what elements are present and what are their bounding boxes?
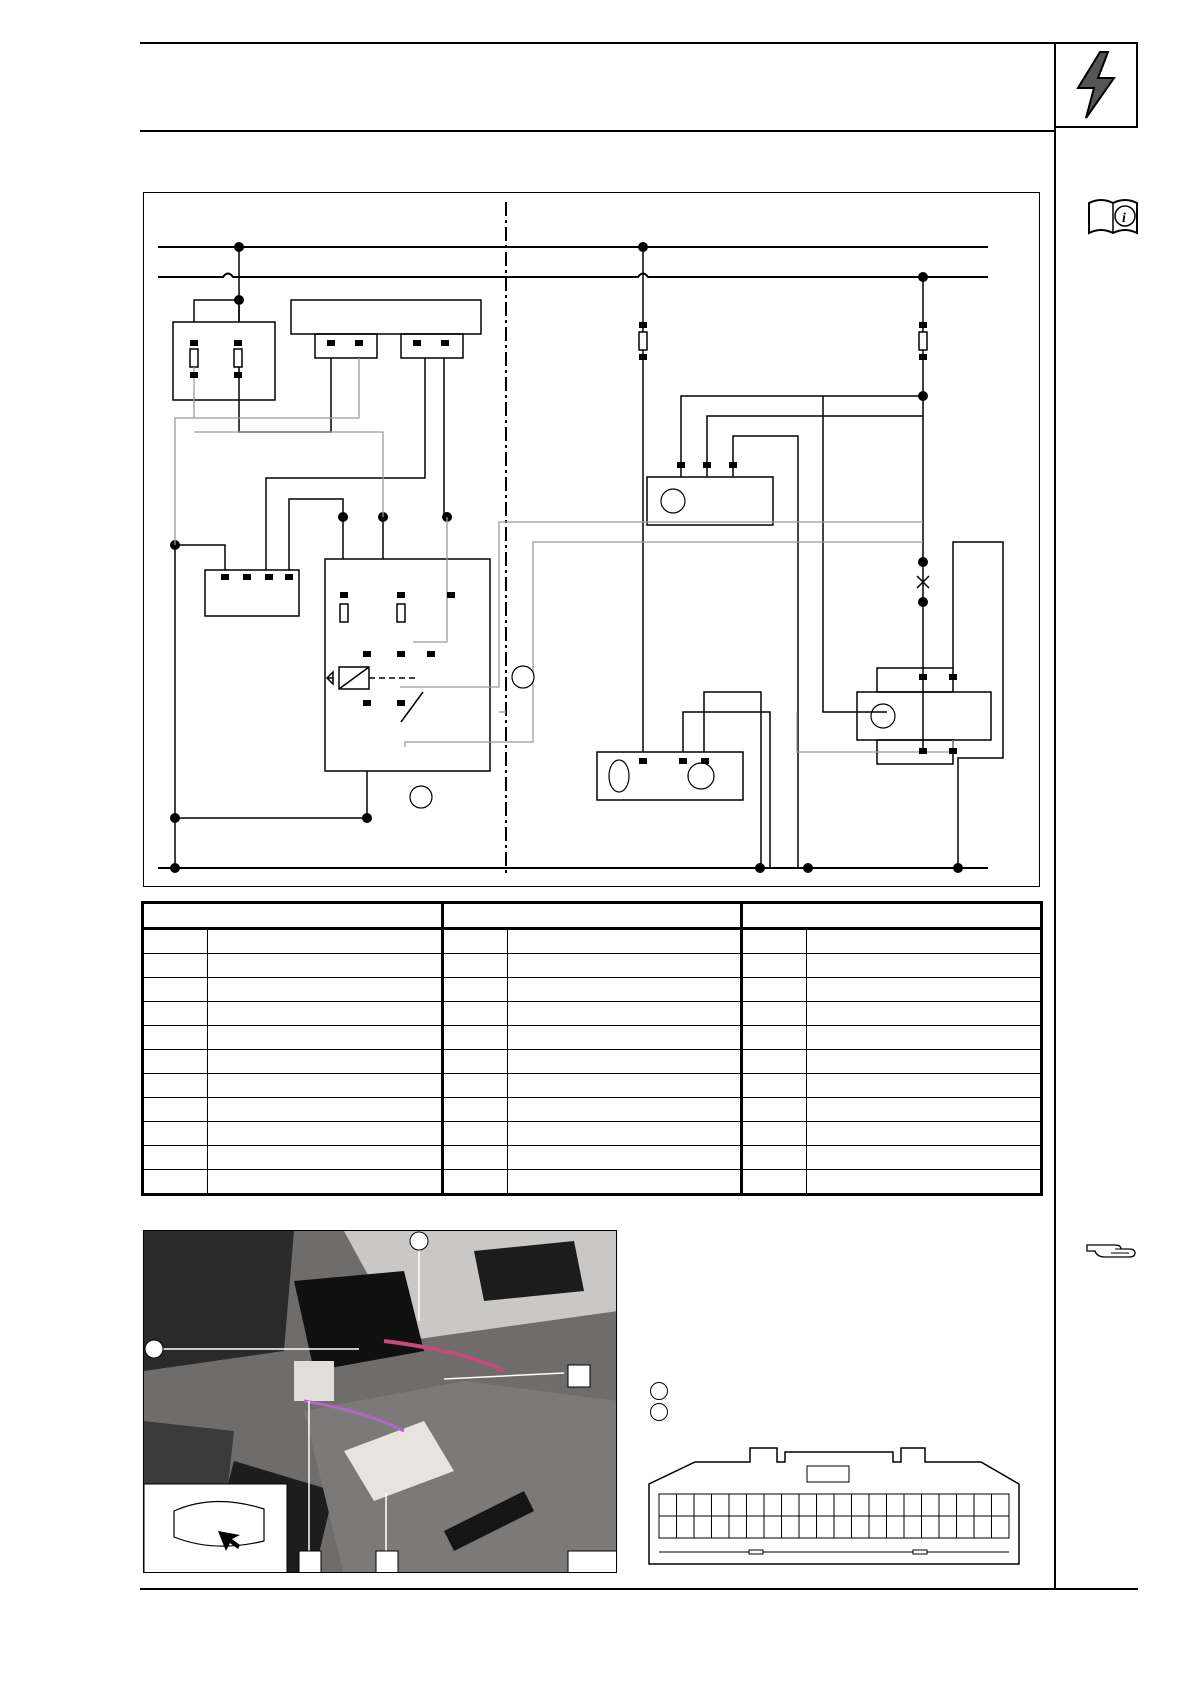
legend-value xyxy=(208,1050,443,1074)
connector-pin xyxy=(922,1494,940,1516)
connector-pin xyxy=(992,1494,1010,1516)
legend-row xyxy=(143,1098,1042,1122)
legend-value xyxy=(507,1074,742,1098)
legend-column-header xyxy=(742,903,1042,929)
pin-grid xyxy=(659,1494,1009,1538)
legend-key xyxy=(742,1026,807,1050)
connector-pin xyxy=(799,1516,817,1538)
legend-value xyxy=(807,1146,1042,1170)
legend-key xyxy=(143,1050,208,1074)
legend-row xyxy=(143,1122,1042,1146)
legend-key xyxy=(442,1002,507,1026)
connector-pin xyxy=(677,1494,695,1516)
legend-key xyxy=(442,954,507,978)
legend-value xyxy=(507,978,742,1002)
legend-key xyxy=(442,1074,507,1098)
connector-pin xyxy=(729,1516,747,1538)
footer-rule xyxy=(140,1588,1138,1590)
legend-value xyxy=(507,1098,742,1122)
legend-key xyxy=(442,1170,507,1195)
photo-callout-3 xyxy=(568,1365,590,1387)
connector-pin xyxy=(764,1516,782,1538)
legend-key xyxy=(442,1122,507,1146)
pointing-hand-icon xyxy=(1085,1235,1139,1263)
legend-row xyxy=(143,1170,1042,1195)
section-badge xyxy=(1054,42,1138,128)
diagram-callout-b xyxy=(410,786,432,808)
legend-key xyxy=(742,954,807,978)
footwell-photo xyxy=(144,1231,617,1573)
legend-value xyxy=(507,954,742,978)
connector-4pin xyxy=(205,570,299,616)
photo-callout-5 xyxy=(376,1551,398,1573)
connector-pin xyxy=(834,1494,852,1516)
legend-value xyxy=(807,1170,1042,1195)
legend-key xyxy=(143,954,208,978)
car-outline-icon xyxy=(174,1501,264,1546)
supply-rail-2 xyxy=(158,274,988,278)
legend-key xyxy=(442,1026,507,1050)
legend-value xyxy=(208,1146,443,1170)
right-margin-rule xyxy=(1054,128,1056,1588)
svg-text:i: i xyxy=(1122,211,1126,226)
legend-value xyxy=(807,929,1042,954)
legend-row xyxy=(143,1002,1042,1026)
connector-pin xyxy=(904,1516,922,1538)
photo-callout-6 xyxy=(568,1551,617,1573)
legend-key xyxy=(442,1050,507,1074)
connector-pin xyxy=(852,1516,870,1538)
legend-key xyxy=(742,1002,807,1026)
connector-pin xyxy=(974,1516,992,1538)
legend-key xyxy=(143,1146,208,1170)
legend-column-header xyxy=(143,903,443,929)
legend-value xyxy=(807,1098,1042,1122)
legend-row xyxy=(143,929,1042,954)
legend-key xyxy=(143,978,208,1002)
fuse-box xyxy=(173,322,275,400)
legend-value xyxy=(807,1074,1042,1098)
photo-callout-1 xyxy=(410,1232,428,1250)
header-frame xyxy=(140,42,1054,132)
notes xyxy=(650,1380,676,1422)
legend-value xyxy=(208,1074,443,1098)
legend-row xyxy=(143,1146,1042,1170)
diagram-callout-a xyxy=(512,666,534,688)
connector-pin xyxy=(694,1516,712,1538)
connector-pin xyxy=(869,1516,887,1538)
legend-value xyxy=(208,1170,443,1195)
connector-pin xyxy=(904,1494,922,1516)
connector-pin xyxy=(817,1494,835,1516)
connector-pin xyxy=(659,1516,677,1538)
motor-module xyxy=(597,752,743,800)
connector-pin xyxy=(852,1494,870,1516)
note-1 xyxy=(650,1380,676,1401)
connector-pin xyxy=(939,1516,957,1538)
legend-value xyxy=(507,1002,742,1026)
connector-pin xyxy=(939,1494,957,1516)
legend-value xyxy=(507,1146,742,1170)
legend-value xyxy=(507,1122,742,1146)
connector-pin xyxy=(764,1494,782,1516)
legend-row xyxy=(143,1050,1042,1074)
legend-key xyxy=(742,978,807,1002)
connector-face xyxy=(645,1440,1023,1570)
legend-value xyxy=(208,1098,443,1122)
legend-key xyxy=(442,929,507,954)
lightning-icon xyxy=(1056,44,1136,126)
connector-pin xyxy=(957,1516,975,1538)
legend-key xyxy=(742,1074,807,1098)
legend-key xyxy=(742,1122,807,1146)
installation-photo xyxy=(143,1230,617,1573)
legend-value xyxy=(807,1002,1042,1026)
relay-box xyxy=(325,559,490,771)
legend-value xyxy=(807,954,1042,978)
connector-pin xyxy=(887,1516,905,1538)
legend-key xyxy=(442,1146,507,1170)
legend-value xyxy=(507,1170,742,1195)
connector-pin xyxy=(992,1516,1010,1538)
legend-value xyxy=(507,1050,742,1074)
connector-pin xyxy=(712,1494,730,1516)
legend-value xyxy=(208,929,443,954)
legend-value xyxy=(208,978,443,1002)
legend-value xyxy=(208,1122,443,1146)
legend-key xyxy=(742,1098,807,1122)
legend-key xyxy=(143,929,208,954)
legend-key xyxy=(143,1026,208,1050)
legend-value xyxy=(807,1050,1042,1074)
legend-value xyxy=(208,1002,443,1026)
legend-row xyxy=(143,954,1042,978)
legend-key xyxy=(143,1074,208,1098)
connector-pin xyxy=(659,1494,677,1516)
connector-pin xyxy=(799,1494,817,1516)
legend-value xyxy=(807,1026,1042,1050)
legend-key xyxy=(143,1170,208,1195)
note-2 xyxy=(650,1401,676,1422)
terminal-caps xyxy=(190,322,957,764)
legend-value xyxy=(208,1026,443,1050)
connector-block xyxy=(291,300,481,334)
legend-row xyxy=(143,1074,1042,1098)
legend-key xyxy=(143,1098,208,1122)
note-2-marker xyxy=(650,1403,668,1421)
connector-pin xyxy=(782,1494,800,1516)
header-underline xyxy=(140,130,226,132)
legend-key xyxy=(742,929,807,954)
connector-pin xyxy=(712,1516,730,1538)
legend-key xyxy=(742,1170,807,1195)
sensor-module-top xyxy=(647,477,773,525)
connector-pin xyxy=(869,1494,887,1516)
wiring-diagram xyxy=(143,192,1040,887)
sensor-module-right xyxy=(857,692,991,740)
legend-value xyxy=(807,1122,1042,1146)
connector-pin xyxy=(957,1494,975,1516)
legend-table xyxy=(141,901,1043,1196)
connector-pin xyxy=(747,1494,765,1516)
legend-key xyxy=(143,1002,208,1026)
connector-pin xyxy=(694,1494,712,1516)
legend-value xyxy=(507,1026,742,1050)
connector-pin xyxy=(887,1494,905,1516)
legend-header-row xyxy=(143,903,1042,929)
legend-value xyxy=(208,954,443,978)
legend-column-header xyxy=(442,903,742,929)
connector-pin xyxy=(974,1494,992,1516)
legend-key xyxy=(143,1122,208,1146)
legend-key xyxy=(442,978,507,1002)
note-1-marker xyxy=(650,1382,668,1400)
legend-key xyxy=(442,1098,507,1122)
connector-pin xyxy=(782,1516,800,1538)
connector-pin xyxy=(834,1516,852,1538)
connector-pin xyxy=(729,1494,747,1516)
connector-pin xyxy=(747,1516,765,1538)
connector-pin xyxy=(817,1516,835,1538)
photo-callout-2 xyxy=(145,1340,163,1358)
legend-key xyxy=(742,1050,807,1074)
legend-row xyxy=(143,978,1042,1002)
legend-key xyxy=(742,1146,807,1170)
book-info-icon xyxy=(1085,195,1141,239)
connector-pin xyxy=(922,1516,940,1538)
photo-callout-4 xyxy=(299,1551,321,1573)
legend-value xyxy=(807,978,1042,1002)
connector-pin xyxy=(677,1516,695,1538)
legend-value xyxy=(507,929,742,954)
legend-row xyxy=(143,1026,1042,1050)
